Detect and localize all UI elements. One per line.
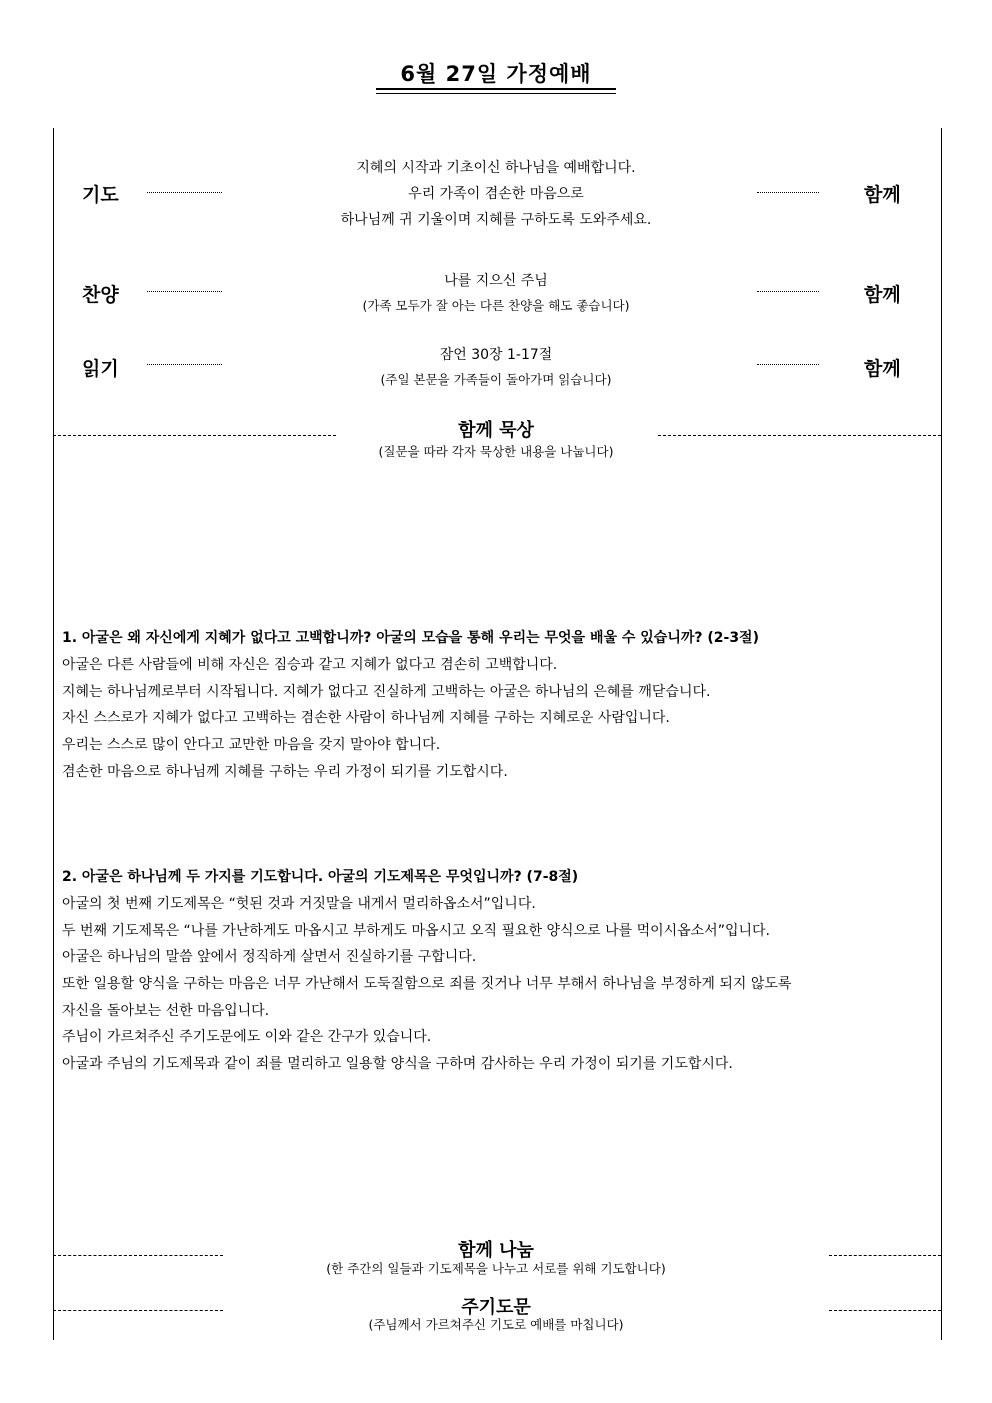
praise-label: 찬양 (82, 284, 119, 306)
prayer-leader: 함께 (864, 184, 901, 206)
reading-note: (주일 본문을 가족들이 돌아가며 읽습니다) (380, 372, 612, 387)
q2-answer-line: 아굴은 하나님의 말씀 앞에서 정직하게 살면서 진실하기를 구합니다. (62, 949, 477, 965)
reading-dots-right (757, 364, 819, 365)
lords-prayer-title: 주기도문 (461, 1297, 531, 1318)
q1-answer-line: 아굴은 다른 사람들에 비해 자신은 짐승과 같고 지혜가 없다고 겸손히 고백합니다. (62, 657, 558, 673)
meditation-note: (질문을 따라 각자 묵상한 내용을 나눕니다) (378, 444, 614, 459)
q2-answer-line: 아굴과 주님의 기도제목과 같이 죄를 멀리하고 일용할 양식을 구하며 감사하는 우리 가정이 되기를 기도합시다. (62, 1056, 733, 1072)
sharing-title: 함께 나눔 (458, 1240, 534, 1261)
q2-answer-line: 아굴의 첫 번째 기도제목은 “헛된 것과 거짓말을 내게서 멀리하옵소서”입니다. (62, 896, 536, 912)
reading-leader: 함께 (864, 358, 901, 380)
q1-answer-line: 자신 스스로가 지혜가 없다고 고백하는 겸손한 사람이 하나님께 지혜를 구하는 지혜로운 사람입니다. (62, 710, 670, 726)
page-title: 6월 27일 가정예배 (400, 62, 592, 86)
lords-prayer-note: (주님께서 가르쳐주신 기도로 예배를 마칩니다) (368, 1317, 624, 1332)
praise-note: (가족 모두가 잘 아는 다른 찬양을 해도 좋습니다) (362, 298, 630, 313)
title-underline-thin (376, 93, 616, 94)
praise-song: 나를 지으신 주님 (444, 273, 548, 289)
q1-answer-line: 겸손한 마음으로 하나님께 지혜를 구하는 우리 가정이 되기를 기도합시다. (62, 764, 508, 780)
praise-dots-right (757, 291, 819, 292)
q2-answer-line: 주님이 가르쳐주신 주기도문에도 이와 같은 간구가 있습니다. (62, 1029, 432, 1045)
title-underline (376, 88, 616, 90)
q2-answer-line: 자신을 돌아보는 선한 마음입니다. (62, 1003, 270, 1019)
q2-answer-line: 두 번째 기도제목은 “나를 가난하게도 마옵시고 부하게도 마옵시고 오직 필요한 양식으로 나를 먹이시옵소서”입니다. (62, 923, 770, 939)
question-2: 2. 아굴은 하나님께 두 가지를 기도합니다. 아굴의 기도제목은 무엇입니까? (7-8절) (62, 869, 579, 885)
prayer-line: 지혜의 시작과 기초이신 하나님을 예배합니다. (356, 160, 636, 176)
q1-answer-line: 우리는 스스로 많이 안다고 교만한 마음을 갖지 말아야 합니다. (62, 737, 441, 753)
prayer-line: 우리 가족이 겸손한 마음으로 (408, 186, 584, 202)
prayer-line: 하나님께 귀 기울이며 지혜를 구하도록 도와주세요. (340, 212, 652, 228)
praise-dots-left (147, 291, 222, 292)
sharing-note: (한 주간의 일들과 기도제목을 나누고 서로를 위해 기도합니다) (326, 1261, 666, 1276)
praise-leader: 함께 (864, 284, 901, 306)
reading-label: 읽기 (82, 358, 119, 380)
reading-passage: 잠언 30장 1-17절 (439, 347, 553, 363)
prayer-label: 기도 (82, 184, 119, 206)
question-1: 1. 아굴은 왜 자신에게 지혜가 없다고 고백합니까? 아굴의 모습을 통해 우리는 무엇을 배울 수 있습니까? (2-3절) (62, 630, 759, 646)
q2-answer-line: 또한 일용할 양식을 구하는 마음은 너무 가난해서 도둑질함으로 죄를 짓거나 너무 부해서 하나님을 부정하게 되지 않도록 (62, 976, 792, 992)
meditation-title: 함께 묵상 (458, 420, 534, 441)
q1-answer-line: 지혜는 하나님께로부터 시작됩니다. 지혜가 없다고 진실하게 고백하는 아굴은 하나님의 은혜를 깨닫습니다. (62, 684, 711, 700)
reading-dots-left (147, 364, 222, 365)
